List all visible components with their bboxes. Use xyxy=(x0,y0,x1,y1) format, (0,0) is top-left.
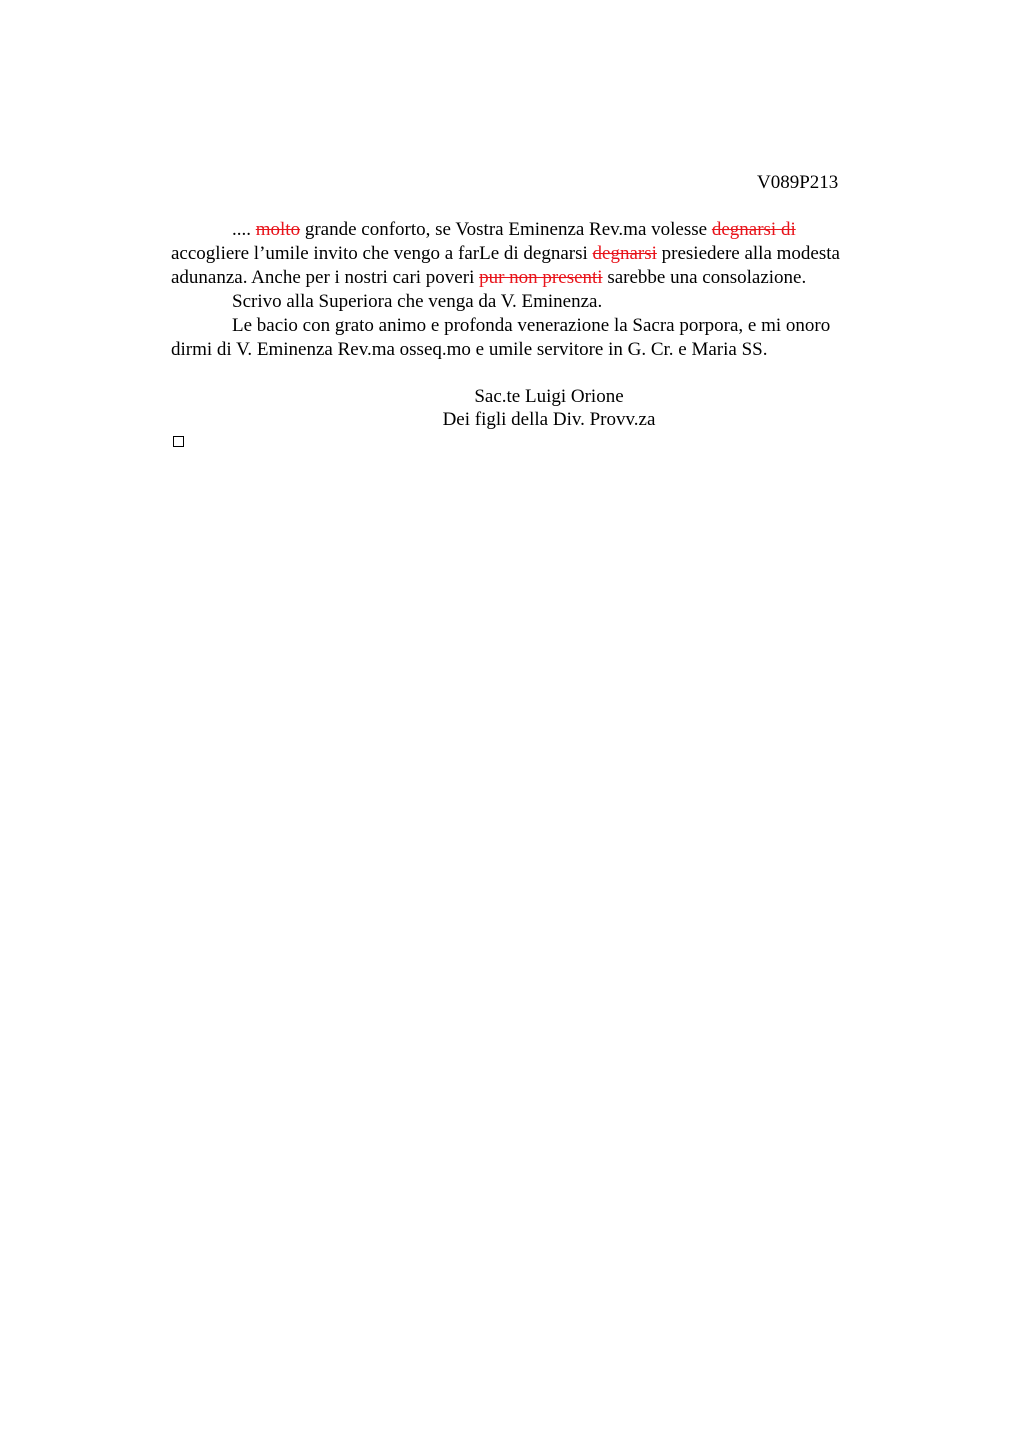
signature-title: Dei figli della Div. Provv.za xyxy=(442,409,656,430)
letter-body xyxy=(171,218,911,362)
signature-name: Sac.te Luigi Orione xyxy=(474,386,624,407)
text-segment: grande conforto, se Vostra Eminenza Rev.ma volesse xyxy=(300,219,712,240)
text-segment: adunanza. Anche per i nostri cari poveri xyxy=(171,267,480,288)
checkbox-square-icon xyxy=(173,436,184,447)
deleted-text: degnarsi xyxy=(592,243,657,264)
signature-block xyxy=(349,385,749,431)
text-segment: .... xyxy=(232,219,251,240)
document-reference-id: V089P213 xyxy=(757,172,839,193)
paragraph-3-line-1: Le bacio con grato animo e profonda venerazione la Sacra porpora, e mi onoro xyxy=(232,315,831,336)
paragraph-3-line-2: dirmi di V. Eminenza Rev.ma osseq.mo e umile servitore in G. Cr. e Maria SS. xyxy=(171,339,768,360)
deleted-text: molto xyxy=(255,219,301,240)
paragraph-1-line-3 xyxy=(171,266,911,290)
text-segment: sarebbe una consolazione. xyxy=(602,267,807,288)
paragraph-1-line-1 xyxy=(171,218,911,242)
text-segment: presiedere alla modesta xyxy=(656,243,840,264)
deleted-text: degnarsi di xyxy=(711,219,796,240)
paragraph-2: Scrivo alla Superiora che venga da V. Eminenza. xyxy=(232,291,603,312)
deleted-text: pur non presenti xyxy=(479,267,603,288)
text-segment: accogliere l’umile invito che vengo a farLe di degnarsi xyxy=(171,243,593,264)
paragraph-1-line-2 xyxy=(171,242,911,266)
